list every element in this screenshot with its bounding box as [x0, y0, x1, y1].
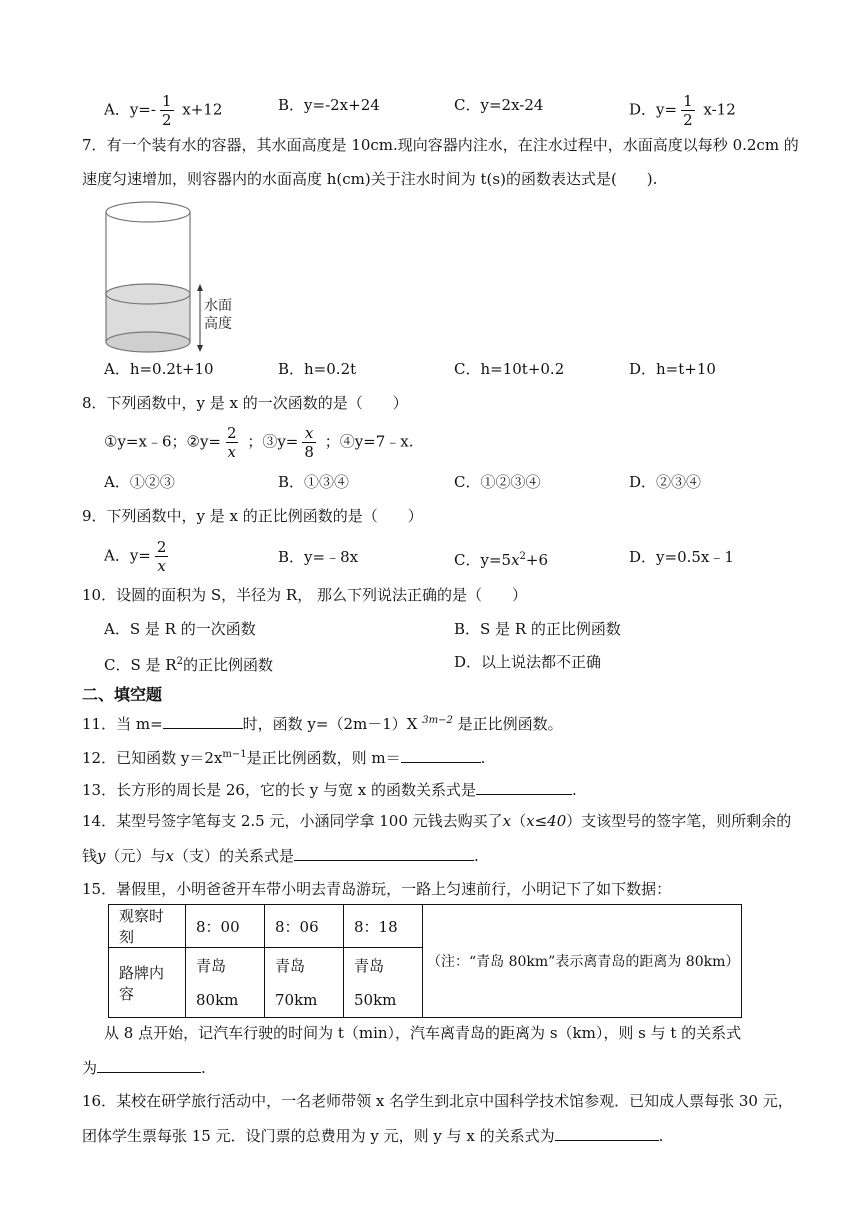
q8-stem: 8．下列函数中，y 是 x 的一次函数的是（ ） — [82, 394, 408, 412]
table-cell: 8：06 — [265, 905, 344, 948]
answer-blank[interactable] — [97, 1056, 201, 1073]
answer-blank[interactable] — [163, 712, 243, 729]
q14-line1: 14．某型号签字笔每支 2.5 元，小涵同学拿 100 元钱去购买了x（x≤40）支该型号的签字笔，则所剩余的 — [82, 812, 792, 830]
q9-option-b: B．y=﹣8x — [278, 548, 359, 566]
answer-blank[interactable] — [294, 844, 474, 861]
table-cell: 8：00 — [186, 905, 265, 948]
fraction: $\frac{2}{x}$ — [226, 424, 237, 461]
figure-label-height: 高度 — [204, 316, 232, 332]
fraction: $\frac{x}{8}$ — [304, 424, 314, 461]
q9-option-a: A．y= $\frac{2}{x}$ — [104, 538, 167, 575]
observation-table — [108, 904, 742, 1018]
table-cell: 8：18 — [344, 905, 423, 948]
q10-option-a: A．S 是 R 的一次函数 — [104, 620, 256, 638]
q11: 11．当 m= 时，函数 y=（2m－1）X $^{3m-2}$ 是正比例函数。 — [82, 710, 563, 735]
q10-stem: 10．设圆的面积为 S，半径为 R， 那么下列说法正确的是（ ） — [82, 586, 527, 604]
q7-option-d: D．h=t+10 — [629, 360, 716, 378]
q7-stem-line1: 7．有一个装有水的容器，其水面高度是 10cm.现向容器内注水，在注水过程中，水面高度以每秒 0.2cm 的 — [82, 136, 799, 154]
q6-option-a: A．y=- $\frac{1}{2}$ x+12 — [104, 92, 223, 129]
q15-stem: 15．暑假里，小明爸爸开车带小明去青岛游玩，一路上匀速前行，小明记下了如下数据： — [82, 880, 672, 898]
q10-option-b: B．S 是 R 的正比例函数 — [454, 620, 621, 638]
q9-stem: 9．下列函数中，y 是 x 的正比例函数的是（ ） — [82, 507, 423, 525]
q16-line1: 16．某校在研学旅行活动中，一名老师带领 x 名学生到北京中国科学技术馆参观．已知成人票每张 30 元， — [82, 1092, 793, 1110]
q16-line2: 团体学生票每张 15 元．设门票的总费用为 y 元，则 y 与 x 的关系式为 . — [82, 1124, 663, 1147]
q12: 12．已知函数 $y=2x^{m-1}$是正比例函数，则 m＝ . — [82, 744, 485, 769]
water-container-figure — [100, 198, 250, 358]
q8-option-d: D．②③④ — [629, 473, 702, 491]
table-cell: 青岛 80km — [186, 948, 265, 1018]
q7-option-c: C．h=10t+0.2 — [454, 360, 565, 378]
q6-option-d: D．y= $\frac{1}{2}$ x-12 — [629, 92, 736, 129]
q8-functions: ①y=x﹣6；②y= $\frac{2}{x}$ ；③y= $\frac{x}{8}$ ；④y=7﹣x. — [104, 424, 414, 461]
answer-blank[interactable] — [476, 778, 572, 795]
fraction: $\frac{1}{2}$ — [161, 92, 172, 129]
table-header-time: 观察时刻 — [109, 905, 186, 948]
q15-line1: 从 8 点开始，记汽车行驶的时间为 t（min），汽车离青岛的距离为 s（km），则 s 与 t 的关系式 — [104, 1024, 742, 1042]
section-heading-fill-in: 二、填空题 — [82, 685, 163, 704]
table-cell: 青岛 70km — [265, 948, 344, 1018]
q10-option-d: D．以上说法都不正确 — [454, 653, 602, 671]
q9-option-c: C．$y=5x^2+6$ — [454, 551, 549, 569]
figure-label-water: 水面 — [204, 298, 232, 314]
q7-option-b: B．h=0.2t — [278, 360, 357, 378]
q7-option-a: A．h=0.2t+10 — [104, 360, 214, 378]
fraction: $\frac{2}{x}$ — [156, 538, 167, 575]
q9-option-d: D．y=0.5x﹣1 — [629, 548, 734, 566]
q10-option-c: C．S 是 $R^2$的正比例函数 — [104, 656, 273, 674]
q14-line2: 钱y（元）与x（支）的关系式是 . — [82, 844, 479, 867]
fraction: $\frac{1}{2}$ — [683, 92, 693, 129]
q8-option-a: A．①②③ — [104, 473, 175, 491]
answer-blank[interactable] — [555, 1124, 659, 1141]
q8-option-c: C．①②③④ — [454, 473, 541, 491]
table-cell: 青岛 50km — [344, 948, 423, 1018]
q6-option-c: C．y=2x-24 — [454, 96, 544, 114]
q6-option-b: B．y=-2x+24 — [278, 96, 380, 114]
q8-option-b: B．①③④ — [278, 473, 350, 491]
q13: 13．长方形的周长是 26，它的长 y 与宽 x 的函数关系式是 . — [82, 778, 577, 801]
table-note: （注：“青岛 80km”表示离青岛的距离为 80km） — [423, 905, 742, 1018]
q15-line2: 为 . — [82, 1056, 206, 1079]
answer-blank[interactable] — [401, 746, 481, 763]
q7-stem-line2: 速度匀速增加，则容器内的水面高度 h(cm)关于注水时间为 t(s)的函数表达式是( ). — [82, 170, 658, 188]
table-header-sign: 路牌内容 — [109, 948, 186, 1018]
